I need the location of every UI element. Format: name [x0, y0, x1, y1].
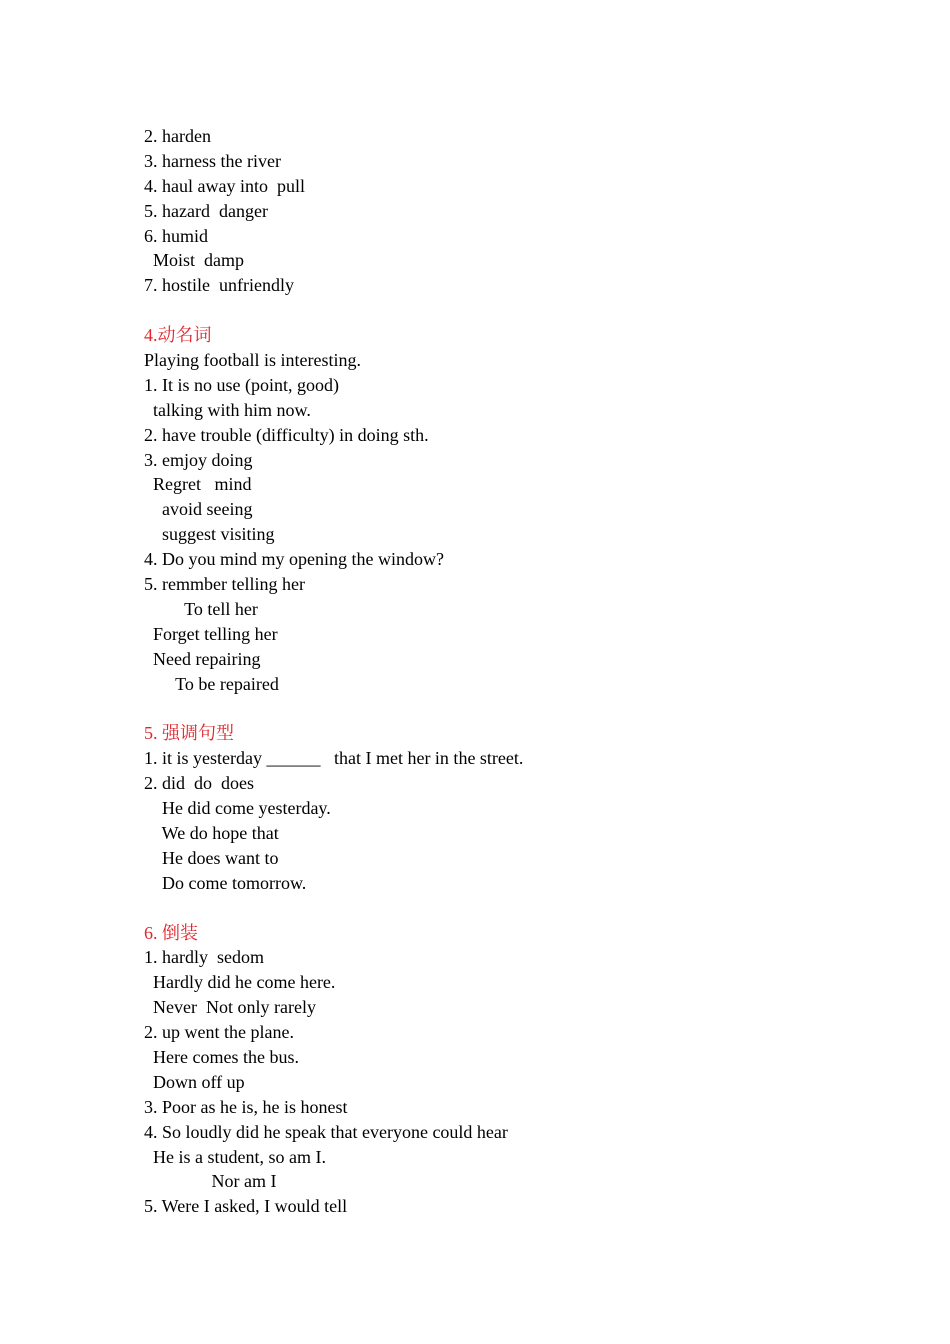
inversion-line: He is a student, so am I.: [144, 1146, 326, 1167]
section-vocabulary: [144, 124, 844, 298]
gerund-line: 1. It is no use (point, good): [144, 374, 339, 395]
section-inversion: [144, 921, 844, 1220]
inversion-line: Here comes the bus.: [144, 1046, 299, 1067]
vocab-line: Moist damp: [144, 250, 245, 271]
gerund-line: 5. remmber telling her: [144, 574, 305, 595]
gerund-line: Regret mind: [144, 474, 252, 495]
inversion-line: 4. So loudly did he speak that everyone could hear: [144, 1121, 508, 1142]
vocab-line: 3. harness the river: [144, 150, 281, 171]
emphasis-line: Do come tomorrow.: [144, 872, 307, 893]
vocab-line: 2. harden: [144, 126, 211, 146]
emphasis-line: He did come yesterday.: [144, 798, 331, 819]
gerund-line: talking with him now.: [144, 399, 311, 420]
inversion-line: 5. Were I asked, I would tell: [144, 1196, 348, 1217]
inversion-line: 2. up went the plane.: [144, 1022, 294, 1043]
gerund-line: 3. emjoy doing: [144, 449, 253, 470]
vocab-line: 6. humid: [144, 225, 209, 246]
section-emphasis: [144, 721, 844, 895]
inversion-line: 3. Poor as he is, he is honest: [144, 1096, 348, 1117]
vocab-line: 4. haul away into pull: [144, 175, 305, 196]
gerund-line: Playing football is interesting.: [144, 350, 361, 371]
inversion-line: Never Not only rarely: [144, 997, 316, 1018]
section-heading-inversion: 6. 倒装: [144, 922, 198, 943]
gerund-line: Forget telling her: [144, 623, 278, 644]
gerund-line: suggest visiting: [144, 524, 275, 545]
gerund-line: avoid seeing: [144, 499, 253, 520]
inversion-line: Hardly did he come here.: [144, 972, 336, 993]
gerund-line: Need repairing: [144, 648, 261, 669]
spacer: [144, 896, 844, 921]
inversion-line: 1. hardly sedom: [144, 947, 264, 968]
inversion-line: Nor am I: [144, 1171, 277, 1192]
spacer: [144, 298, 844, 323]
emphasis-line: 1. it is yesterday ______ that I met her in the street.: [144, 748, 524, 769]
gerund-line: To tell her: [144, 598, 258, 619]
gerund-line: 4. Do you mind my opening the window?: [144, 549, 444, 570]
section-heading-emphasis: 5. 强调句型: [144, 723, 234, 744]
emphasis-line: He does want to: [144, 847, 279, 868]
gerund-line: To be repaired: [144, 673, 279, 694]
emphasis-line: We do hope that: [144, 822, 279, 843]
emphasis-line: 2. did do does: [144, 773, 254, 794]
spacer: [144, 696, 844, 721]
vocab-line: 7. hostile unfriendly: [144, 275, 294, 296]
gerund-line: 2. have trouble (difficulty) in doing sth.: [144, 424, 429, 445]
section-heading-gerund: 4.动名词: [144, 325, 212, 346]
vocab-line: 5. hazard danger: [144, 200, 268, 221]
inversion-line: Down off up: [144, 1071, 245, 1092]
section-gerund: [144, 323, 844, 696]
document-body: [144, 124, 844, 1219]
